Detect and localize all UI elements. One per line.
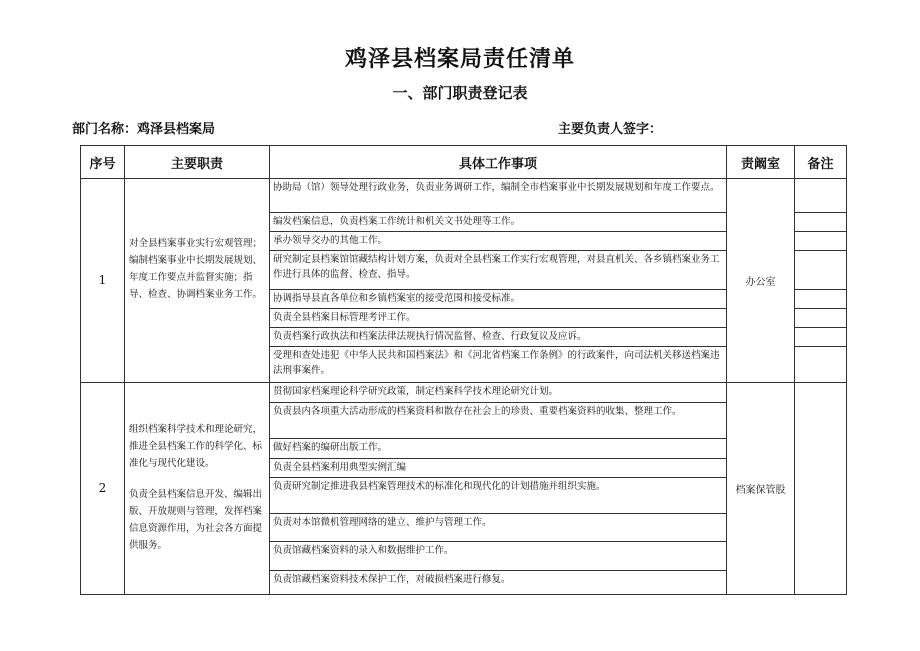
note-cell <box>795 327 847 346</box>
column-header-duty: 主要职责 <box>125 146 270 179</box>
note-cell <box>795 347 847 382</box>
task-cell: 协调指导县直各单位和乡镇档案室的接受范围和接受标准。 <box>270 289 727 308</box>
task-cell: 负责研究制定推进我县档案管理技术的标准化和现代化的计划措施并组织实施。 <box>270 477 727 513</box>
column-header-tasks: 具体工作事项 <box>270 146 727 179</box>
duty-text: 负责全县档案信息开发、编辑出版、开放规则与管理，发挥档案信息资源作用，为社会各方面提供服务。 <box>129 488 263 551</box>
department-name: 部门名称：鸡泽县档案局 <box>72 122 216 137</box>
signer-label: 主要负责人签字： <box>558 122 663 137</box>
task-cell: 协助局（馆）领导处理行政业务，负责业务调研工作，编制全市档案事业中长期发展规划和年度工作要点。 <box>270 179 727 212</box>
task-cell: 负责馆藏档案资料的录入和数据维护工作。 <box>270 542 727 570</box>
task-cell: 贯彻国家档案理论科学研究政策，制定档案科学技术理论研究计划。 <box>270 382 727 402</box>
task-cell: 编发档案信息，负责档案工作统计和机关文书处理等工作。 <box>270 212 727 231</box>
note-cell <box>795 308 847 327</box>
task-cell: 受理和查处违犯《中华人民共和国档案法》和《河北省档案工作条例》的行政案件，向司法机关移送档案违法刑事案件。 <box>270 347 727 382</box>
note-cell <box>795 289 847 308</box>
note-cell <box>795 212 847 231</box>
table-header-row <box>81 146 847 179</box>
table-row <box>81 382 847 402</box>
seq-cell: 1 <box>81 179 125 382</box>
task-cell: 负责对本馆微机管理网络的建立、维护与管理工作。 <box>270 513 727 541</box>
column-header-notes: 备注 <box>795 146 847 179</box>
duty-text: 对全县档案事业实行宏观管理；编制档案事业中长期发展规划、年度工作要点并监督实施；指导、检查、协调档案业务工作。 <box>129 238 263 301</box>
note-cell <box>795 251 847 289</box>
task-cell: 负责县内各项重大活动形成的档案资料和散存在社会上的珍贵、重要档案资料的收集、整理工作。 <box>270 402 727 438</box>
note-cell <box>795 382 847 594</box>
seq-cell: 2 <box>81 382 125 594</box>
duty-text: 组织档案科学技术和理论研究，推进全县档案工作的科学化、标准化与现代化建设。 <box>129 423 263 469</box>
task-cell: 负责全县档案利用典型实例汇编 <box>270 459 727 477</box>
duty-cell <box>125 382 270 594</box>
task-cell: 承办领导交办的其他工作。 <box>270 231 727 250</box>
office-cell: 档案保管股 <box>727 382 795 594</box>
task-cell: 负责全县档案目标管理考评工作。 <box>270 308 727 327</box>
duty-cell <box>125 179 270 382</box>
column-header-seq: 序号 <box>81 146 125 179</box>
note-cell <box>795 231 847 250</box>
responsibility-table <box>80 145 847 595</box>
page-subtitle: 一、部门职责登记表 <box>392 84 528 102</box>
task-cell: 研究制定县档案馆馆藏结构计划方案，负责对全县档案工作实行宏观管理，对县直机关、各乡镇档案业务工作进行具体的监督、检查、指导。 <box>270 251 727 289</box>
note-cell <box>795 179 847 212</box>
task-cell: 做好档案的编研出版工作。 <box>270 439 727 459</box>
task-cell: 负责馆藏档案资料技术保护工作，对破损档案进行修复。 <box>270 570 727 594</box>
column-header-office: 责阚室 <box>727 146 795 179</box>
table-row <box>81 179 847 212</box>
page-title: 鸡泽县档案局责任清单 <box>344 47 575 72</box>
office-cell: 办公室 <box>727 179 795 382</box>
task-cell: 负责档案行政执法和档案法律法规执行情况监督、检查、行政复议及应诉。 <box>270 327 727 346</box>
